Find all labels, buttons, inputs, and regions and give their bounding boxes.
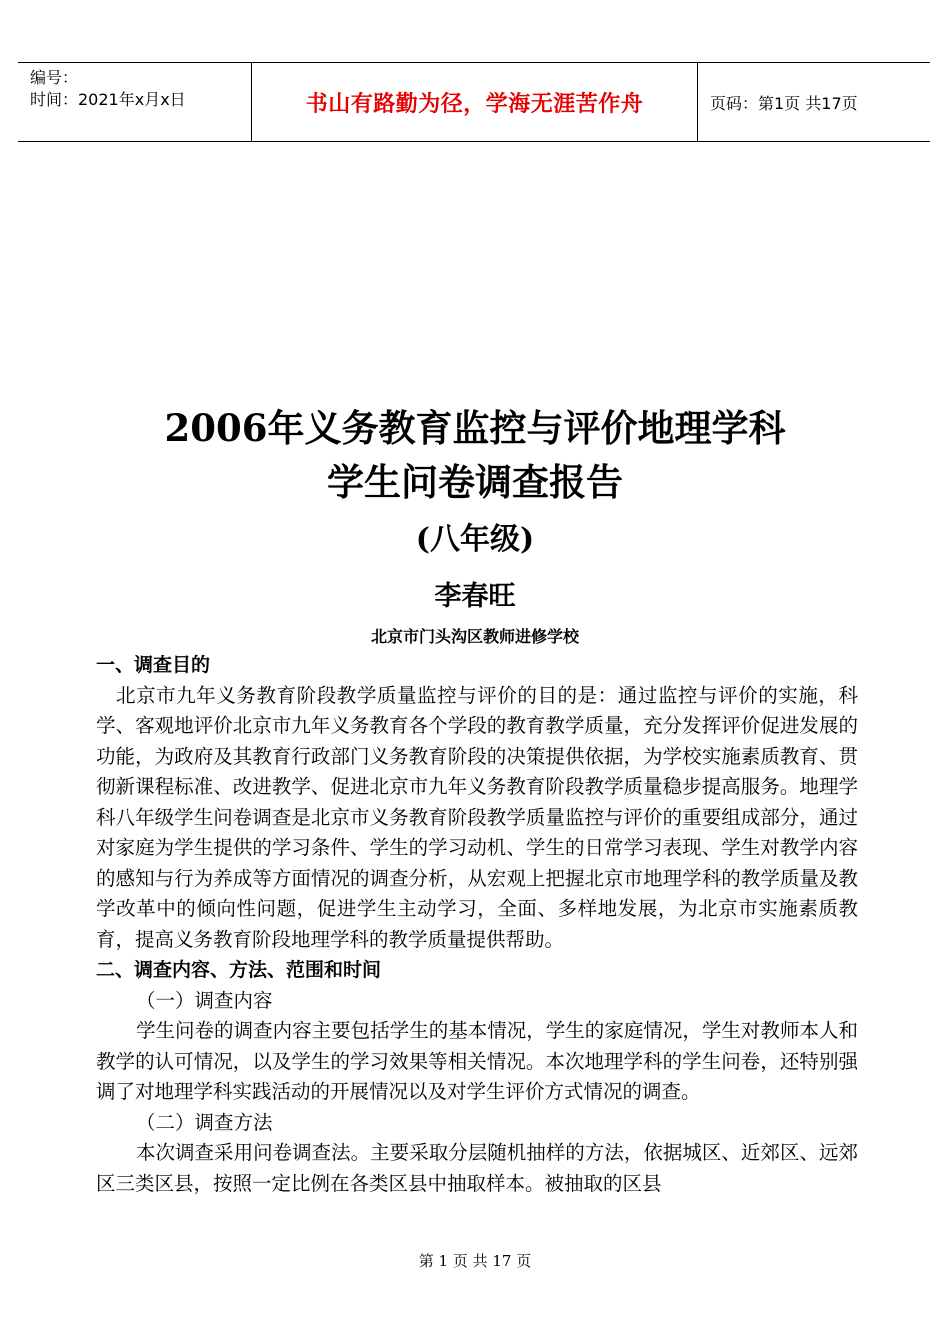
subsection-2-paragraph: 本次调查采用问卷调查法。主要采取分层随机抽样的方法，依据城区、近郊区、远郊区三类区县，按照一定比例在各类区县中抽取样本。被抽取的区县: [96, 1141, 858, 1195]
section-1-heading: 一、调查目的: [96, 654, 211, 676]
subsection-1-paragraph: 学生问卷的调查内容主要包括学生的基本情况，学生的家庭情况，学生对教师本人和教学的认可情况，以及学生的学习效果等相关情况。本次地理学科的学生问卷，还特别强调了对地理学科实践活动的开展情况以及对学生评价方式情况的调查。: [96, 1019, 858, 1103]
header-page-info: 页码：第1页 共17页: [710, 93, 858, 113]
subsection-2-heading: （二）调查方法: [136, 1110, 273, 1134]
title-line-1: 2006年义务教育监控与评价地理学科: [164, 406, 786, 450]
document-body: [96, 650, 858, 1199]
header-table: [18, 62, 930, 142]
header-meta: [18, 63, 251, 141]
header-motto: 书山有路勤为径，学海无涯苦作舟: [251, 63, 698, 141]
section-2-heading: 二、调查内容、方法、范围和时间: [96, 959, 382, 981]
title-grade: (八年级): [415, 522, 535, 557]
title-line-2: 学生问卷调查报告: [327, 460, 623, 504]
school-name: 北京市门头沟区教师进修学校: [370, 627, 579, 646]
time-label: 时间：2021年x月x日: [30, 90, 186, 109]
page-footer: 第 1 页 共 17 页: [418, 1252, 532, 1270]
subsection-1-heading: （一）调查内容: [136, 988, 273, 1012]
author-name: 李春旺: [434, 581, 516, 612]
number-label: 编号：: [30, 68, 79, 87]
section-1-paragraph: 北京市九年义务教育阶段教学质量监控与评价的目的是：通过监控与评价的实施，科学、客观地评价北京市九年义务教育各个学段的教育教学质量，充分发挥评价促进发展的功能，为政府及其教育行政部门义务教育阶段的决策提供依据，为学校实施素质教育、贯彻新课程标准、改进教学、促进北京市九年义务教育阶段教学质量稳步提高服务。地理学科八年级学生问卷调查是北京市义务教育阶段教学质量监控与评价的重要组成部分，通过对家庭为学生提供的学习条件、学生的学习动机、学生的日常学习表现、学生对教学内容的感知与行为养成等方面情况的调查分析，从宏观上把握北京市地理学科的教学质量及教学改革中的倾向性问题，促进学生主动学习，全面、多样地发展，为北京市实施素质教育，提高义务教育阶段地理学科的教学质量提供帮助。: [96, 683, 858, 951]
